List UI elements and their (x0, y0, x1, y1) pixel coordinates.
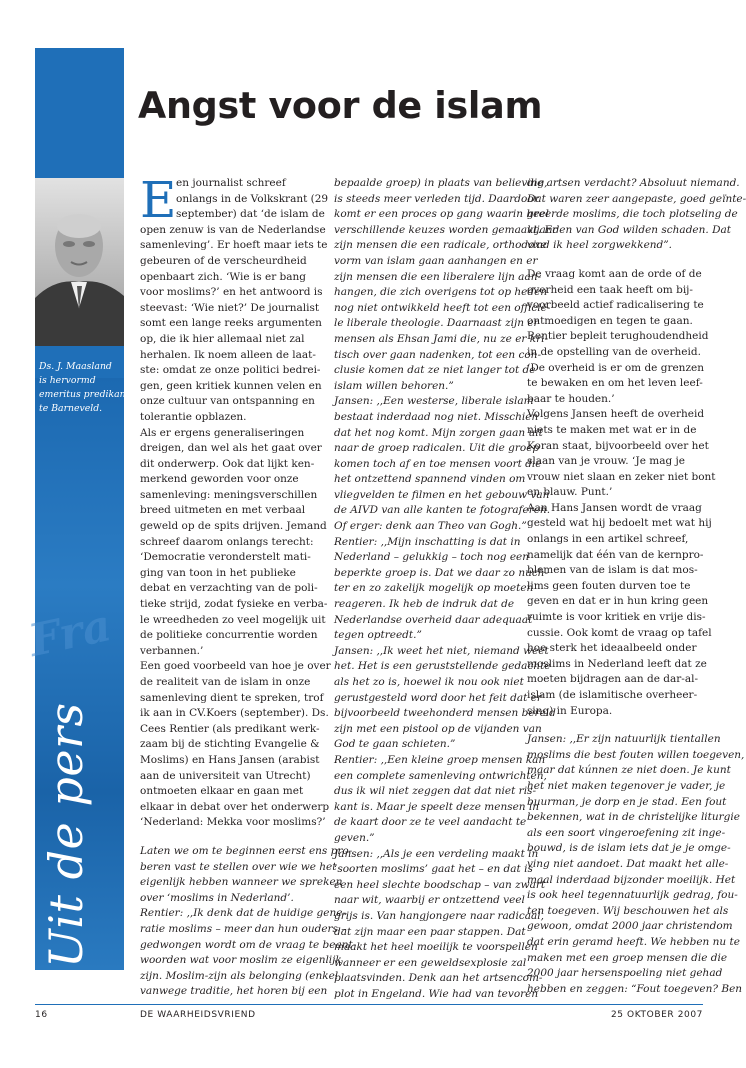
text-line: sing) in Europa. (527, 704, 613, 717)
text-line: samenleving’. Er hoeft maar iets te (140, 239, 328, 252)
issue-date: 25 OKTOBER 2007 (610, 1010, 703, 1020)
text-line: ging van toon in het publieke (140, 566, 296, 579)
text-line: tieke strijd, zodat fysieke en verba- (140, 598, 328, 611)
text-line: voor moslims?’ en het antwoord is (140, 286, 323, 299)
text-line: vrouw niet slaan en zeker niet bont (527, 470, 716, 483)
text-line: een complete samenleving ontwrichten, (334, 769, 547, 782)
text-line: moslims in Nederland leeft dat ze (527, 657, 707, 670)
text-line: steevast: ‘Wie niet?’ De journalist (140, 301, 320, 314)
text-line: islam (de islamitische overheer- (527, 689, 698, 701)
text-line: bijvoorbeeld tweehonderd mensen bereid (334, 707, 556, 720)
caption-line: emeritus predikant (39, 389, 130, 400)
text-line: dreigen, dan wel als het gaat over (140, 442, 322, 455)
text-line: geven en dat er in hun kring geen (527, 595, 709, 608)
text-line: merkend geworden voor onze (140, 473, 299, 486)
text-line: dat erin geramd heeft. We hebben nu te (527, 935, 740, 948)
text-line: clusie komen dat ze niet langer tot de (334, 364, 536, 377)
text-line: Rentier: ,,Een kleine groep mensen kan (334, 753, 546, 766)
text-line: vorm van islam gaan aanhangen en er (334, 254, 538, 267)
text-line: tolerantie opblazen. (140, 410, 247, 423)
text-line: gen, geen kritiek kunnen velen en (140, 379, 322, 392)
text-line: breed uitmeten en met verbaal (140, 504, 306, 517)
article-column-2 (334, 176, 558, 1002)
text-line: Als er ergens generaliseringen (140, 426, 305, 439)
text-line: eigenlijk hebben wanneer we spreken (140, 876, 343, 889)
text-line: islam willen behoren.” (334, 379, 454, 392)
text-line: plaatsvinden. Denk aan het artsencom- (334, 972, 543, 985)
text-line: bouwd, is de islam iets dat je je omge- (527, 842, 731, 855)
text-line: elkaar in debat over het onderwerp (140, 800, 330, 813)
text-line: Volgens Jansen heeft de overheid (527, 408, 705, 421)
text-line: onlangs in de Volkskrant (29 (176, 192, 329, 205)
text-line: openbaart zich. ‘Wie is er bang (140, 270, 307, 283)
text-line: ruimte is voor kritiek en vrije dis- (527, 611, 706, 624)
section-label: Uit de pers (39, 702, 93, 968)
text-line: cussie. Ook komt de vraag op tafel (527, 626, 712, 639)
text-line: Cees Rentier (als predikant werk- (140, 722, 320, 735)
column-2-body (334, 176, 558, 1002)
text-line: ontmoeten elkaar en gaan met (140, 785, 304, 798)
text-line: onlangs in een artikel schreef, (527, 533, 689, 546)
text-line: reageren. Ik heb de indruk dat de (334, 598, 515, 611)
text-line: geven.” (334, 831, 375, 844)
newspaper-ghost-letters: Fra (24, 600, 116, 667)
text-line: herhalen. Ik noem alleen de laat- (140, 348, 316, 361)
text-line: ik aan in CV.Koers (september). Ds. (140, 707, 329, 720)
text-line: gewoon, omdat 2000 jaar christendom (527, 920, 733, 933)
portrait-icon (35, 178, 124, 346)
text-line: de kaart door ze te veel aandacht te (334, 816, 527, 829)
text-line: samenleving: meningsverschillen (140, 488, 318, 501)
text-line: op, die ik hier allemaal niet zal (140, 332, 305, 345)
page-number: 16 (35, 1010, 48, 1020)
text-line: ter en zo zakelijk mogelijk op moeten (334, 582, 534, 595)
text-line: moeten bijdragen aan de dar-al- (527, 673, 699, 686)
text-line: slaan van je vrouw. ‘Je mag je (527, 455, 686, 468)
text-line: Of erger: denk aan Theo van Gogh.” (334, 520, 527, 533)
text-line: ratie moslims – meer dan hun ouders – (140, 922, 347, 935)
text-line: God te gaan schieten.” (334, 738, 456, 751)
text-line: vijanden van God wilden schaden. Dat (527, 223, 731, 236)
text-line: niets te maken met wat er in de (527, 423, 697, 436)
text-line: en blauw. Punt.’ (527, 486, 613, 499)
text-line: bekennen, wat in de christelijke liturgie (527, 811, 740, 824)
text-line: le wreedheden zo veel mogelijk uit (140, 613, 326, 626)
text-line: het niet maken tegenover je vader, je (527, 779, 726, 792)
text-line: de politieke concurrentie worden (140, 629, 318, 642)
text-line: ‘De overheid is er om de grenzen (527, 361, 704, 374)
text-line: geweld op de spits drijven. Jemand (140, 520, 327, 533)
text-line: verbannen.’ (140, 644, 204, 657)
text-line: gesteld wat hij bedoelt met wat hij (527, 517, 712, 530)
text-line: somt een lange reeks argumenten (140, 317, 322, 330)
text-line: Nederlandse overheid daar adequaat (334, 613, 533, 626)
text-line: dat zijn maar een paar stappen. Dat (334, 925, 526, 938)
text-line: hebben en zeggen: “Fout toegeven? Ben (527, 982, 743, 995)
text-line: in de opstelling van de overheid. (527, 345, 701, 358)
text-line: moslims die best fouten willen toegeven, (527, 748, 745, 761)
text-line: als het zo is, hoewel ik nou ook niet (334, 676, 524, 688)
text-line: lims geen fouten durven toe te (527, 579, 691, 592)
text-line: ‘Democratie veronderstelt mati- (140, 551, 311, 564)
text-line: de realiteit van de islam in onze (140, 676, 311, 688)
text-line: is ook heel tegennatuurlijk gedrag, fou- (527, 889, 738, 902)
text-line: het. Het is een geruststellende gedachte (334, 660, 551, 673)
text-line: vanwege traditie, het horen bij een (140, 985, 328, 998)
text-line: Rentier bepleit terughoudendheid (527, 330, 709, 343)
text-line: ten toegeven. Wij beschouwen het als (527, 904, 729, 917)
text-line: zijn mensen die een radicale, orthodoxe (334, 239, 547, 252)
text-line: over ‘moslims in Nederland’. (140, 891, 294, 904)
sidebar-strip (24, 48, 130, 970)
text-line: wanneer er een geweldsexplosie zal (334, 956, 527, 969)
article-title: Angst voor de islam (138, 84, 543, 127)
text-line: hoe sterk het ideaalbeeld onder (527, 642, 697, 655)
text-line: Jansen: ,,Een westerse, liberale islam (334, 395, 534, 408)
text-line: blemen van de islam is dat mos- (527, 564, 698, 577)
text-line: overheid een taak heeft om bij- (527, 283, 693, 296)
text-line: komen toch af en toe mensen voort die (334, 457, 542, 470)
text-line: aan de universiteit van Utrecht) (140, 769, 311, 782)
text-line: hangen, die zich overigens tot op heden (334, 286, 548, 299)
text-line: zaam bij de stichting Evangelie & (140, 738, 320, 751)
text-line: bestaat inderdaad nog niet. Misschien (334, 410, 539, 423)
text-line: nog niet ontwikkeld heeft tot een officië- (334, 301, 551, 314)
text-line: ste: omdat ze onze politici bedrei- (140, 364, 321, 377)
column-3-body (527, 176, 746, 997)
text-line: woorden wat voor moslim ze eigenlijk (140, 954, 342, 967)
text-line: greerde moslims, die toch plotseling de (527, 208, 738, 221)
text-line: Jansen: ,,Ik weet het niet, niemand weet (334, 644, 549, 657)
text-line: verschillende keuzes worden gemaakt. Er (334, 223, 558, 236)
text-line: Jansen: ,,Er zijn natuurlijk tientallen (527, 733, 721, 746)
text-line: Jansen: ,,Als je een verdeling maakt in (334, 847, 539, 860)
drop-cap: E (140, 171, 177, 229)
text-line: Rentier: ,,Ik denk dat de huidige gene- (140, 907, 346, 920)
text-line: maakt het heel moeilijk te voorspellen (334, 941, 538, 954)
paragraph-gap (527, 719, 707, 732)
text-line: zijn mensen die een liberalere lijn aan- (334, 270, 542, 283)
text-line: ontmoedigen en tegen te gaan. (527, 314, 693, 327)
text-line: gerustgesteld word door het feit dat er (334, 691, 542, 704)
author-portrait (35, 178, 124, 346)
text-line: zijn. Moslim-zijn als belonging (enkel (140, 969, 339, 982)
text-line: september) dat ‘de islam de (176, 208, 325, 221)
text-line: vliegvelden te filmen en het gebouw van (334, 488, 550, 501)
text-line: open zenuw is van de Nederlandse (140, 223, 326, 236)
text-line: te bewaken en om het leven leef- (527, 377, 703, 390)
text-line: is steeds meer verleden tijd. Daardoor (334, 192, 539, 205)
text-line: het ontzettend spannend vinden om (334, 473, 526, 486)
text-line: debat en verzachting van de poli- (140, 582, 318, 595)
text-line: tegen optreedt.” (334, 629, 422, 642)
text-line: Rentier: ,,Mijn inschatting is dat in (334, 535, 521, 548)
text-line: maal inderdaad bijzonder moeilijk. Het (527, 873, 736, 886)
text-line: Moslims) en Hans Jansen (arabist (140, 753, 320, 766)
text-line: zijn met een pistool op de vijanden van (334, 722, 542, 735)
text-line: namelijk dat één van de kernpro- (527, 548, 704, 561)
text-line: Dat waren zeer aangepaste, goed geïnte- (527, 192, 746, 205)
text-line: dit onderwerp. Ook dat lijkt ken- (140, 457, 315, 470)
text-line: gebeuren of de verscheurdheid (140, 254, 307, 267)
author-caption (39, 360, 130, 416)
text-line: Koran staat, bijvoorbeeld over het (527, 439, 709, 452)
text-line: schreef daarom onlangs terecht: (140, 535, 314, 548)
text-line: plot in Engeland. Wie had van tevoren (334, 987, 539, 1000)
text-line: komt er een proces op gang waarin heel (334, 208, 549, 221)
text-line: gedwongen wordt om de vraag te beant- (140, 938, 357, 951)
text-line: beren vast te stellen over wie we het (140, 860, 337, 873)
text-line: le liberale theologie. Daarnaast zijn er (334, 317, 539, 330)
text-line: buurman, je dorp en je stad. Een fout (527, 795, 727, 808)
text-line: ving niet aandoet. Dat maakt het alle- (527, 857, 729, 870)
text-line: Een goed voorbeeld van hoe je over (140, 660, 331, 673)
publication-name: DE WAARHEIDSVRIEND (140, 1010, 256, 1020)
text-line: ‘Nederland: Mekka voor moslims?’ (140, 816, 326, 829)
text-line: grijs is. Van hangjongere naar radicaal, (334, 909, 544, 922)
text-line: Nederland – gelukkig – toch nog een (334, 551, 530, 564)
text-line: en journalist schreef (176, 177, 286, 189)
text-line: naar de groep radicalen. Uit die groep (334, 442, 540, 455)
footer-rule (35, 1004, 703, 1005)
text-line: voorbeeld actief radicalisering te (527, 299, 704, 312)
text-line: maar dat kúnnen ze niet doen. Je kunt (527, 764, 731, 777)
text-line: dat het nog komt. Mijn zorgen gaan uit (334, 426, 543, 439)
text-line: De vraag komt aan de orde of de (527, 267, 702, 280)
text-line: bepaalde groep) in plaats van believing, (334, 177, 548, 189)
caption-line: te Barneveld. (39, 403, 103, 414)
paragraph-gap (140, 831, 320, 844)
text-line: tisch over gaan nadenken, tot een con- (334, 348, 541, 361)
text-line: naar wit, waarbij er ontzettend veel (334, 894, 525, 907)
text-line: dus ik wil niet zeggen dat dat niet ris- (334, 785, 536, 798)
text-line: baar te houden.’ (527, 392, 615, 405)
text-line: vind ik heel zorgwekkend”. (527, 239, 672, 252)
paragraph-gap (527, 254, 707, 267)
text-line: ‘soorten moslims’ gaat het – en dat is (334, 863, 533, 876)
text-line: de AIVD van alle kanten te fotograferen. (334, 504, 551, 517)
article-column-3 (527, 176, 746, 997)
text-line: onze cultuur van ontspanning en (140, 395, 315, 408)
text-line: kant is. Maar je speelt deze mensen in (334, 800, 540, 813)
caption-line: is hervormd (39, 375, 96, 386)
text-line: als een soort vingeroefening zit inge- (527, 826, 726, 839)
caption-line: Ds. J. Maasland (39, 361, 112, 372)
text-line: die artsen verdacht? Absoluut niemand. (527, 177, 740, 189)
text-line: samenleving dient te spreken, trof (140, 691, 324, 704)
text-line: Aan Hans Jansen wordt de vraag (527, 501, 702, 514)
text-line: Laten we om te beginnen eerst ens pro- (140, 844, 353, 857)
text-line: beperkte groep is. Dat we daar zo nuch- (334, 566, 549, 579)
text-line: maken met een groep mensen die die (527, 951, 728, 964)
text-line: 2000 jaar hersenspoeling niet gehad (527, 967, 723, 980)
text-line: een heel slechte boodschap – van zwart (334, 878, 546, 891)
text-line: mensen als Ehsan Jami die, nu ze er kri- (334, 332, 549, 345)
